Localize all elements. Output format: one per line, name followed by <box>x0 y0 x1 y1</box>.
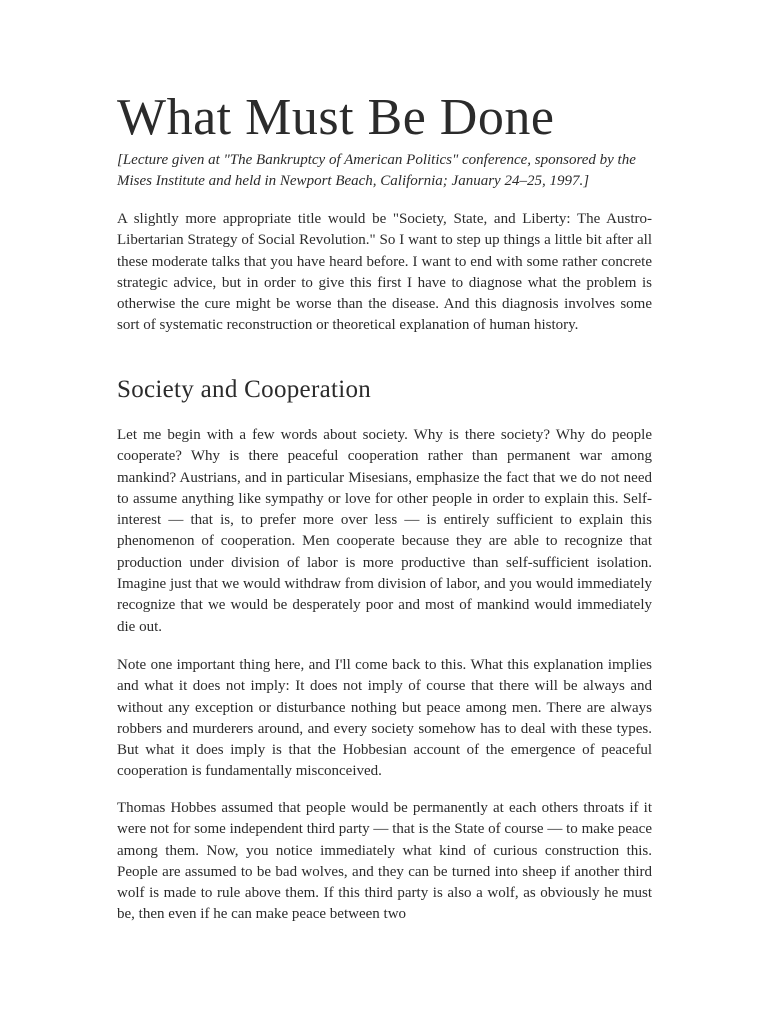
page-title: What Must Be Done <box>117 89 555 146</box>
body-paragraph: Let me begin with a few words about society. Why is there society? Why do people cooperate? Why is there peaceful cooperation rather than permanent war among mankind? Austrians, and in particular Misesians, emphasize the fact that we do not need to assume anything like sympathy or love for other people in order to explain this. Self-interest — that is, to prefer more over less — is entirely sufficient to explain this phenomenon of cooperation. Men cooperate because they are able to recognize that production under division of labor is more productive than self-sufficient isolation. Imagine just that we would withdraw from division of labor, and you would immediately recognize that we would be desperately poor and most of mankind would immediately die out. <box>117 427 652 635</box>
lecture-note: [Lecture given at "The Bankruptcy of American Politics" conference, sponsored by the Mises Institute and held in Newport Beach, California; January 24–25, 1997.] <box>117 152 636 189</box>
body-paragraph: Thomas Hobbes assumed that people would be permanently at each others throats if it were not for some independent third party — that is the State of course — to make peace among them. Now, you notice immediately what kind of curious construction this. People are assumed to be bad wolves, and they can be turned into sheep if another third wolf is made to rule above them. If this third party is also a wolf, as obviously he must be, then even if he can make peace between two <box>117 800 652 923</box>
body-paragraph: Note one important thing here, and I'll come back to this. What this explanation implies and what it does not imply: It does not imply of course that there will be always and without any exception or disturbance nothing but peace among men. There are always robbers and murderers around, and every society somehow has to deal with these types. But what it does imply is that the Hobbesian account of the emergence of peaceful cooperation is fundamentally misconceived. <box>117 657 652 780</box>
section-heading: Society and Cooperation <box>117 376 372 403</box>
intro-paragraph: A slightly more appropriate title would be "Society, State, and Liberty: The Austro-Libertarian Strategy of Social Revolution." So I want to step up things a little bit after all these moderate talks that you have heard before. I want to end with some rather concrete strategic advice, but in order to give this first I have to diagnose what the problem is otherwise the cure might be worse than the disease. And this diagnosis involves some sort of systematic reconstruction or theoretical explanation of human history. <box>117 211 652 334</box>
